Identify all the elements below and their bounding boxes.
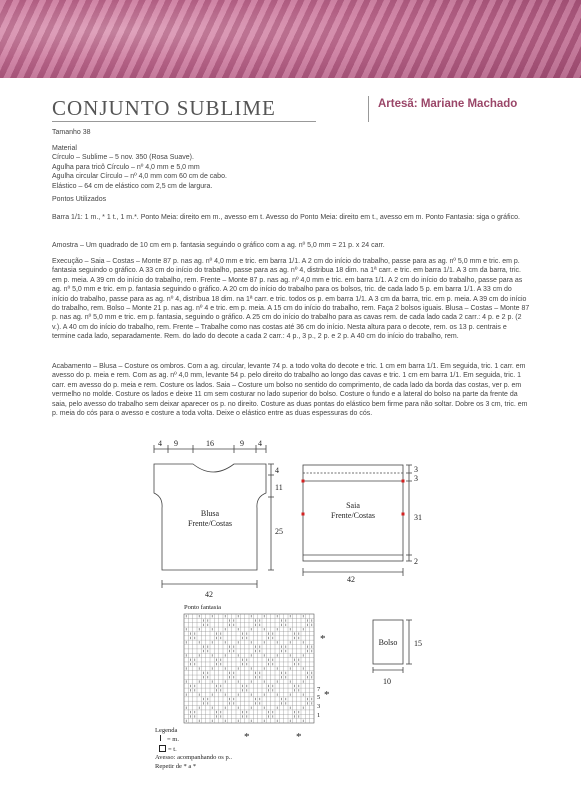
saia-side-dim: 2 — [414, 557, 418, 566]
legend-item: = m. — [155, 735, 232, 744]
saia-label-sub: Frente/Costas — [331, 511, 375, 520]
blusa-side-dim: 25 — [275, 527, 283, 536]
chart-title: Ponto fantasia — [184, 604, 222, 611]
legend-item: Repetir de * a * — [155, 762, 197, 770]
material-line: Elástico – 64 cm de elástico com 2,5 cm de largura. — [52, 182, 213, 190]
blusa-side-dim: 4 — [275, 466, 279, 475]
chart-repeat-star: * — [296, 731, 302, 743]
chart-repeat-star: * — [324, 689, 330, 701]
bolso-height-dim: 15 — [414, 639, 422, 648]
material-line: Agulha circular Círculo – nº 4,0 mm com 60 cm de cabo. — [52, 173, 227, 181]
execution-text: Execução – Saia – Costas – Monte 87 p. nas ag. nº 4,0 mm e tric. em barra 1/1. A 2 cm do início do trabalho, passe para as ag. nº 5,0 mm e tric. em p. fantasia seguindo o gráfico. A 33 cm do início do trabalho, passe para as ag. nº 4, distribua 18 dim. na 1ª carr. e tric. em barra 1/1. A 3 cm da barra, tric. em p. meia. A 39 cm do início do trabalho, rem. Frente – Monte 87 p. nas ag. nº 4,0 mm e tric. em barra 1/1. A 2 cm do início do trabalho, passe para as ag. nº 5,0 mm e tric. em p. fantasia seguindo o gráfico. A 20 cm do início do trabalho para os bolsos, tric. de cada lado 5 p. em barra 1/1. A 33 cm do início do trabalho, passe para as ag. nº 4, distribua 18 dim. na 1ª carr. e tric. todos os p. em barra 1/1. A 3 cm da barra, tric. em p. meia. A 39 cm do início do trabalho, rem. Bolso – Monte 21 p. nas ag. nº 4 e tric. em p. meia. A 15 cm do início do trabalho, rem. Faça 2 bolsos iguais. Blusa – Costas – Monte 87 p. nas ag. nº 5,0 mm e tric. em p. fantasia, seguindo o gráfico. A 25 cm do início do trabalho para as cavas rem. de cada lado cada 2 carr.: 4 p. e 2 p. (2 v.). A 40 cm do início do trabalho, rem. Frente – Trabalhe como nas costas até 36 cm do início. Nesta altura para o decote, rem. os 13 p. centrais e termine cada lado, separadamente. Rem. do lado do decote a cada 2 carr.: 4 p., 3 p., 2 p. e 2 p. A 40 cm do início do trabalho, rem. — [52, 258, 530, 341]
page-title: CONJUNTO SUBLIME — [52, 96, 276, 120]
chart-row-number: 7 — [317, 686, 321, 693]
saia-label: Saia — [346, 501, 360, 510]
saia-width-dim: 42 — [347, 575, 355, 584]
pocket-marker — [402, 513, 405, 516]
chart-legend — [155, 727, 232, 771]
saia-side-dim: 31 — [414, 513, 422, 522]
purl-symbol-icon — [159, 745, 166, 752]
blusa-label-sub: Frente/Costas — [188, 519, 232, 528]
gauge-text: Amostra – Um quadrado de 10 cm em p. fantasia seguindo o gráfico com a ag. nº 5,0 mm = 21 p. x 24 carr. — [52, 242, 385, 249]
blusa-top-dim: 9 — [240, 439, 244, 448]
size-text: Tamanho 38 — [52, 129, 91, 136]
chart-row-number: 3 — [317, 703, 321, 710]
stitch-chart-grid — [184, 614, 314, 723]
artisan-credit: Artesã: Mariane Machado — [378, 98, 518, 110]
material-line: Círculo – Sublime – 5 nov. 350 (Rosa Suave). — [52, 154, 194, 162]
chart-row-number: 5 — [317, 694, 321, 701]
blusa-top-dim: 4 — [158, 439, 162, 448]
material-line: Agulha para tricô Círculo – nº 4,0 mm e 5,0 mm — [52, 163, 200, 171]
pocket-marker — [302, 513, 305, 516]
pocket-marker — [402, 480, 405, 483]
blusa-top-dim: 16 — [206, 439, 214, 448]
blusa-width-dim: 42 — [205, 590, 213, 599]
blusa-top-dim: 9 — [174, 439, 178, 448]
blusa-top-dim: 4 — [258, 439, 262, 448]
chart-repeat-star: * — [320, 633, 326, 645]
knit-symbol-icon — [160, 735, 164, 741]
bolso-label: Bolso — [378, 638, 398, 647]
legend-heading: Legenda — [155, 727, 178, 734]
pocket-marker — [302, 480, 305, 483]
saia-side-dim: 3 — [414, 474, 418, 483]
material-heading: Material — [52, 145, 77, 152]
legend-item: Avesso: acompanhando os p.. — [155, 754, 232, 762]
blusa-side-dim: 11 — [275, 483, 283, 492]
saia-schematic — [303, 465, 412, 576]
chart-row-number: 1 — [317, 712, 321, 719]
finishing-text: Acabamento – Blusa – Costure os ombros. Com a ag. circular, levante 74 p. a todo volta do decote e tric. 1 cm em barra 1/1. Em seguida, tric. 1 carr. em avesso do p. meia e rem. Com as ag. nº 4,0 mm, levante 54 p. pelo direito do trabalho ao longo das cavas e tric. 1 cm em barra 1/1. Em seguida, tric. 1 carr. em avesso do p. meia e rem. Costure os lados. Saia – Costure um bolso no sentido do comprimento, de cada lado da borda das costas, ver p. em vermelho no molde. Costure os lados e deixe 11 cm sem costurar no lado superior do bolso. Costure o fundo e a lateral do bolso na parte da frente da saia, pelo avesso do trabalho sem deixar aparecer os p. no direito. Costure as duas pontas do elástico bem firme para não soltar. Dobre os 3 cm, tric. em p. meia do cós para o avesso e costure a toda volta. Deixe o elástico entre as duas espessuras do cós. — [52, 363, 528, 418]
stitches-heading: Pontos Utilizados — [52, 196, 107, 203]
blusa-label: Blusa — [200, 509, 220, 518]
chart-repeat-star: * — [244, 731, 250, 743]
legend-item: = t. — [155, 745, 232, 754]
stitches-text: Barra 1/1: 1 m., * 1 t., 1 m.*. Ponto Meia: direito em m., avesso em t. Avesso do Ponto Meia: direito em t., avesso em m. Ponto Fantasia: siga o gráfico. — [52, 214, 520, 222]
bolso-width-dim: 10 — [383, 677, 391, 686]
saia-side-dim: 3 — [414, 465, 418, 474]
